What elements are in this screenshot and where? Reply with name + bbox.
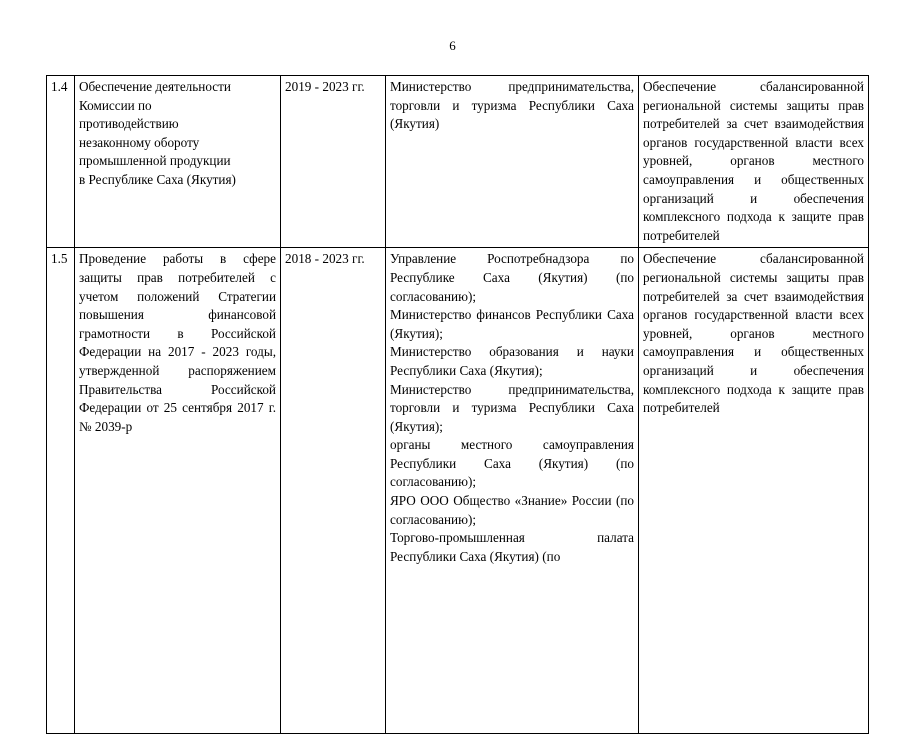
executor-item: Министерство образования и науки Республики Саха (Якутия); (390, 344, 634, 378)
executor-item: ЯРО ООО Общество «Знание» России (по согласованию); (390, 493, 634, 527)
measure-line: противодействию (79, 116, 179, 132)
executors-cell: Министерство предпринимательства, торговли и туризма Республики Саха (Якутия) (386, 76, 639, 248)
measure-line: Комиссии по (79, 97, 152, 113)
executor-item: Торгово-промышленная палата Республики Саха (Якутия) (по (390, 530, 634, 564)
executor-item: органы местного самоуправления Республики Саха (Якутия) (по согласованию); (390, 437, 634, 490)
page-number: 6 (449, 38, 456, 53)
row-number: 1.4 (47, 76, 75, 248)
table-row (47, 76, 869, 248)
row-number: 1.5 (47, 248, 75, 734)
measure-line: в Республике Саха (Якутия) (79, 171, 236, 187)
executor-item: Министерство предпринимательства, торговли и туризма Республики Саха (Якутия); (390, 381, 634, 434)
measure-line: незаконному обороту (79, 134, 200, 150)
result-cell: Обеспечение сбалансированной региональной системы защиты прав потребителей за счет взаимодействия органов государственной власти всех уровней, органов местного самоуправления и общественных организаций и обеспечения комплексного подхода к защите прав потребителей (639, 76, 869, 248)
executor-item: Управление Роспотребнадзора по Республике Саха (Якутия) (по согласованию); (390, 251, 634, 304)
period-cell: 2019 - 2023 гг. (281, 76, 386, 248)
executor-item: Министерство финансов Республики Саха (Якутия); (390, 307, 634, 341)
measure-cell (75, 76, 281, 248)
measure-line: промышленной продукции (79, 153, 231, 169)
measure-cell: Проведение работы в сфере защиты прав потребителей с учетом положений Стратегии повышения финансовой грамотности в Российской Федерации на 2017 - 2023 годы, утвержденной распоряжением Правительства Российской Федерации от 25 сентября 2017 г. № 2039-р (75, 248, 281, 734)
period-cell: 2018 - 2023 гг. (281, 248, 386, 734)
measure-line: Обеспечение деятельности (79, 79, 231, 94)
executors-cell (386, 248, 639, 734)
table-row (47, 248, 869, 734)
result-cell: Обеспечение сбалансированной региональной системы защиты прав потребителей за счет взаимодействия органов государственной власти всех уровней, органов местного самоуправления и общественных организаций и обеспечения комплексного подхода к защите прав потребителей (639, 248, 869, 734)
measures-table (46, 75, 869, 734)
